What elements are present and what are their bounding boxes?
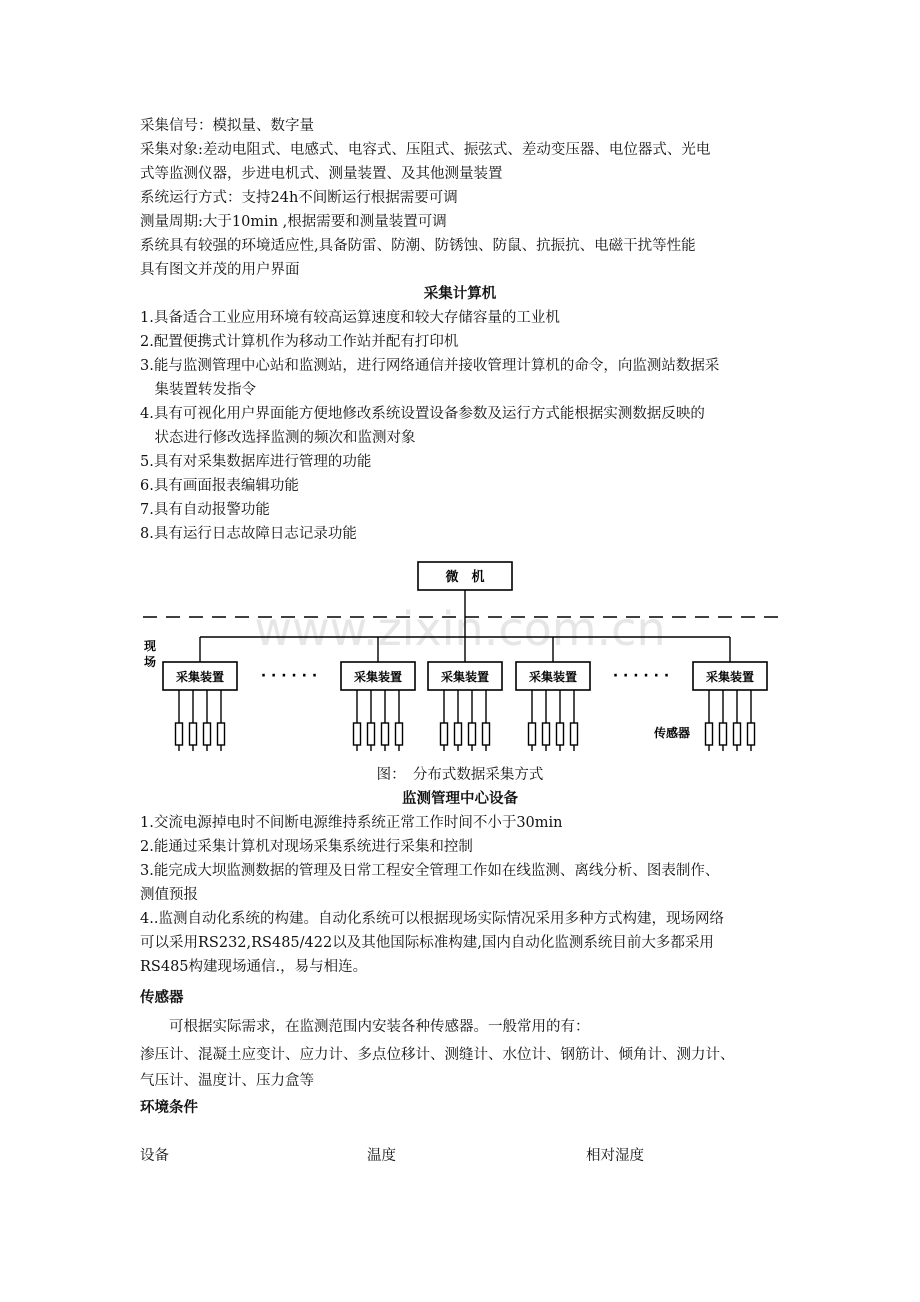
- sensor-label: 传感器: [654, 726, 691, 740]
- list-item: 4.具有可视化用户界面能方便地修改系统设置设备参数及运行方式能根据实测数据反映的: [140, 406, 705, 422]
- sensor-icon: [190, 723, 197, 745]
- column-header-device: 设备: [140, 1148, 169, 1164]
- sensor-icon: [748, 723, 755, 745]
- site-label-1: 现: [144, 639, 157, 653]
- ellipsis-dots: · · · · · ·: [612, 668, 670, 684]
- acquisition-device-4: [516, 662, 590, 690]
- device-label: 采集装置: [705, 670, 755, 684]
- sensors-list-line-2: 气压计、温度计、压力盒等: [140, 1073, 314, 1089]
- sensor-icon: [483, 723, 490, 745]
- intro-line-1: 采集信号：模拟量、数字量: [140, 118, 314, 134]
- list-item: 状态进行修改选择监测的频次和监测对象: [140, 430, 416, 446]
- sensor-icon: [455, 723, 462, 745]
- distributed-acquisition-diagram: [0, 555, 920, 765]
- sensor-icon: [382, 723, 389, 745]
- list-item: RS485构建现场通信.，易与相连。: [140, 959, 368, 975]
- list-item: 5.具有对采集数据库进行管理的功能: [140, 454, 372, 470]
- device-label: 采集装置: [353, 670, 403, 684]
- list-item: 集装置转发指令: [140, 382, 256, 398]
- sensor-icon: [557, 723, 564, 745]
- intro-line-6: 系统具有较强的环境适应性,具备防雷、防潮、防锈蚀、防鼠、抗振抗、电磁干扰等性能: [140, 238, 696, 254]
- sensor-icon: [543, 723, 550, 745]
- list-item: 1.具备适合工业应用环境有较高运算速度和较大存储容量的工业机: [140, 310, 560, 326]
- site-label-2: 场: [144, 655, 157, 669]
- intro-line-7: 具有图文并茂的用户界面: [140, 262, 300, 278]
- sensor-icon: [529, 723, 536, 745]
- sensor-icon: [720, 723, 727, 745]
- list-item: 可以采用RS232,RS485/422以及其他国际标准构建,国内自动化监测系统目前大多都采用: [140, 935, 714, 951]
- sensors-paragraph: 可根据实际需求，在监测范围内安装各种传感器。一般常用的有：: [140, 1019, 590, 1035]
- column-header-humidity: 相对湿度: [586, 1148, 644, 1164]
- list-item: 3.能与监测管理中心站和监测站，进行网络通信并接收管理计算机的命令，向监测站数据采: [140, 358, 720, 374]
- list-item: 8.具有运行日志故障日志记录功能: [140, 526, 357, 542]
- sensor-icon: [396, 723, 403, 745]
- list-item: 7.具有自动报警功能: [140, 502, 270, 518]
- acquisition-device-2: [341, 662, 415, 690]
- sensor-icon: [204, 723, 211, 745]
- section-title-acquisition-computer: 采集计算机: [423, 286, 497, 302]
- sensor-icon: [571, 723, 578, 745]
- acquisition-device-3: [428, 662, 502, 690]
- intro-line-5: 测量周期:大于10min ,根据需要和测量装置可调: [140, 214, 447, 230]
- column-header-temperature: 温度: [367, 1148, 396, 1164]
- section-title-monitoring-center: 监测管理中心设备: [402, 791, 518, 807]
- intro-line-2: 采集对象:差动电阻式、电感式、电容式、压阻式、振弦式、差动变压器、电位器式、光电: [140, 142, 711, 158]
- list-item: 测值预报: [140, 887, 198, 903]
- sensor-icon: [218, 723, 225, 745]
- intro-line-3: 式等监测仪器，步进电机式、测量装置、及其他测量装置: [140, 166, 503, 182]
- sensor-icon: [176, 723, 183, 745]
- sensors-list-line-1: 渗压计、混凝土应变计、应力计、多点位移计、测缝计、水位计、钢筋计、倾角计、测力计、: [140, 1047, 735, 1063]
- list-item: 1.交流电源掉电时不间断电源维持系统正常工作时间不小于30min: [140, 815, 563, 831]
- ellipsis-dots: · · · · · ·: [260, 668, 318, 684]
- computer-label: 微 机: [445, 570, 485, 585]
- sensor-icon: [368, 723, 375, 745]
- acquisition-device-5: [693, 662, 767, 690]
- intro-line-4: 系统运行方式：支持24h不间断运行根据需要可调: [140, 190, 458, 206]
- sensor-icon: [441, 723, 448, 745]
- device-label: 采集装置: [528, 670, 578, 684]
- list-item: 6.具有画面报表编辑功能: [140, 478, 299, 494]
- sensor-icon: [706, 723, 713, 745]
- watermark: www.zixin.com.cn: [254, 602, 666, 656]
- list-item: 2.配置便携式计算机作为移动工作站并配有打印机: [140, 334, 459, 350]
- list-item: 3.能完成大坝监测数据的管理及日常工程安全管理工作如在线监测、离线分析、图表制作、: [140, 863, 720, 879]
- section-title-sensors: 传感器: [140, 990, 184, 1006]
- sensor-icon: [734, 723, 741, 745]
- sensor-icon: [469, 723, 476, 745]
- sensor-icon: [354, 723, 361, 745]
- section-title-environment: 环境条件: [140, 1100, 198, 1116]
- list-item: 4..监测自动化系统的构建。自动化系统可以根据现场实际情况采用多种方式构建，现场网络: [140, 911, 724, 927]
- list-item: 2.能通过采集计算机对现场采集系统进行采集和控制: [140, 839, 473, 855]
- device-label: 采集装置: [440, 670, 490, 684]
- sensor-group: [176, 690, 755, 751]
- device-label: 采集装置: [175, 670, 225, 684]
- diagram-caption: 图： 分布式数据采集方式: [376, 767, 544, 783]
- acquisition-device-1: [163, 662, 237, 690]
